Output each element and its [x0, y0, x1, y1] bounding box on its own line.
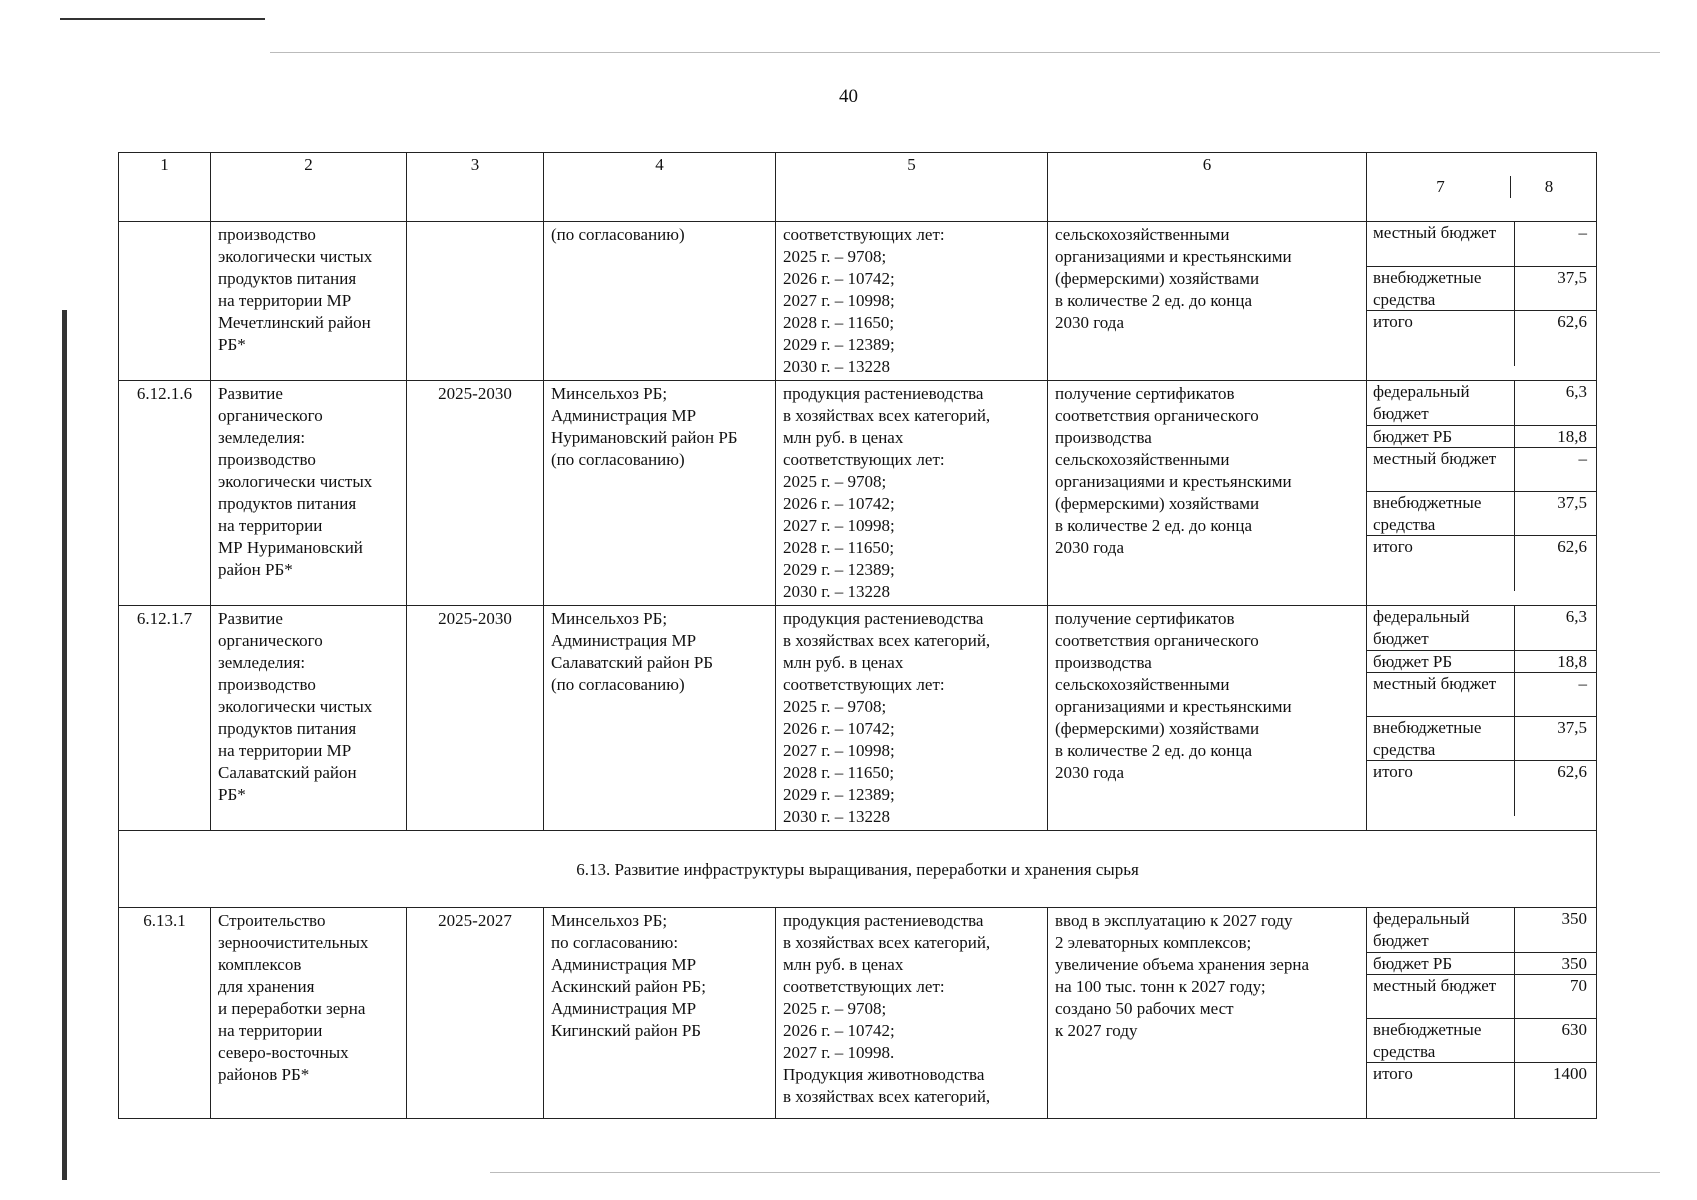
funding-source-row — [1367, 535, 1596, 591]
funding-source-label: итого — [1373, 537, 1413, 556]
funding-source-label: местный бюджет — [1373, 449, 1497, 468]
funding-amount: 62,6 — [1514, 311, 1596, 366]
funding-amount: 350 — [1514, 953, 1596, 975]
funding-source-row — [1367, 381, 1596, 425]
funding-source-label: местный бюджет — [1373, 223, 1497, 242]
target-indicator: продукция растениеводства в хозяйствах всех категорий, млн руб. в ценах соответствующих лет: 2025 г. – 9708; 2026 г. – 10742; 2027 г. – 10998; 2028 г. – 11650; 2029 г. – 12389; 2030 г. – 13228 — [776, 381, 1048, 606]
funding-amount: 18,8 — [1514, 651, 1596, 673]
funding-amount: – — [1514, 448, 1596, 491]
funding-source-label: бюджет РБ — [1373, 427, 1453, 446]
funding-sources — [1367, 908, 1597, 1119]
column-number-pair — [1367, 153, 1597, 222]
expected-result: сельскохозяйственными организациями и крестьянскими (фермерскими) хозяйствами в количестве 2 ед. до конца 2030 года — [1048, 222, 1367, 381]
funding-amount: 70 — [1514, 975, 1596, 1018]
funding-amount: 630 — [1514, 1019, 1596, 1063]
column-number: 7 — [1436, 177, 1445, 196]
funding-amount: 37,5 — [1514, 267, 1596, 311]
measure-name: производство экологически чистых продуктов питания на территории МР Мечетлинский район РБ* — [211, 222, 407, 381]
measure-name: Строительство зерноочистительных комплексов для хранения и переработки зерна на территории северо-восточных районов РБ* — [211, 908, 407, 1119]
column-number: 2 — [211, 153, 407, 222]
funding-source-label: федеральный бюджет — [1373, 607, 1470, 648]
funding-source-label: итого — [1373, 762, 1413, 781]
funding-source-label: внебюджетные средства — [1373, 493, 1482, 534]
responsible-executor: Минсельхоз РБ; по согласованию: Администрация МР Аскинский район РБ; Администрация МР Кигинский район РБ — [544, 908, 776, 1119]
funding-source-label: итого — [1373, 1064, 1413, 1083]
funding-source-row — [1367, 1018, 1596, 1062]
page-number: 40 — [839, 86, 858, 107]
scan-mark-top-rule — [270, 52, 1660, 53]
implementation-period: 2025-2027 — [407, 908, 544, 1119]
implementation-period: 2025-2030 — [407, 381, 544, 606]
table-row — [119, 381, 1597, 606]
column-number: 1 — [119, 153, 211, 222]
funding-source-row — [1367, 266, 1596, 310]
funding-source-label: внебюджетные средства — [1373, 718, 1482, 759]
funding-amount: 37,5 — [1514, 492, 1596, 536]
funding-source-row — [1367, 952, 1596, 974]
column-number: 8 — [1510, 176, 1592, 198]
column-number: 6 — [1048, 153, 1367, 222]
column-number-row — [119, 153, 1597, 222]
responsible-executor: Минсельхоз РБ; Администрация МР Нуримановский район РБ (по согласованию) — [544, 381, 776, 606]
funding-source-row — [1367, 760, 1596, 816]
funding-source-label: итого — [1373, 312, 1413, 331]
funding-amount: 18,8 — [1514, 426, 1596, 448]
funding-source-label: внебюджетные средства — [1373, 1020, 1482, 1061]
funding-amount: – — [1514, 222, 1596, 266]
funding-amount: 62,6 — [1514, 536, 1596, 591]
funding-source-label: бюджет РБ — [1373, 652, 1453, 671]
measure-number — [119, 222, 211, 381]
responsible-executor: (по согласованию) — [544, 222, 776, 381]
scan-mark-top — [60, 18, 265, 20]
funding-source-label: местный бюджет — [1373, 674, 1497, 693]
funding-source-row — [1367, 491, 1596, 535]
funding-source-row — [1367, 908, 1596, 952]
measure-name: Развитие органического земледелия: производство экологически чистых продуктов питания на территории МР Салаватский район РБ* — [211, 606, 407, 831]
funding-source-row — [1367, 425, 1596, 447]
funding-source-label: федеральный бюджет — [1373, 382, 1470, 423]
funding-amount: 6,3 — [1514, 381, 1596, 425]
funding-source-row — [1367, 716, 1596, 760]
section-heading-row — [119, 831, 1597, 908]
column-number: 5 — [776, 153, 1048, 222]
funding-source-row — [1367, 447, 1596, 491]
program-table — [118, 152, 1597, 1119]
funding-amount: 1400 — [1514, 1063, 1596, 1118]
table-row — [119, 908, 1597, 1119]
funding-source-row — [1367, 222, 1596, 266]
target-indicator: продукция растениеводства в хозяйствах всех категорий, млн руб. в ценах соответствующих лет: 2025 г. – 9708; 2026 г. – 10742; 2027 г. – 10998; 2028 г. – 11650; 2029 г. – 12389; 2030 г. – 13228 — [776, 606, 1048, 831]
target-indicator: продукция растениеводства в хозяйствах всех категорий, млн руб. в ценах соответствующих лет: 2025 г. – 9708; 2026 г. – 10742; 2027 г. – 10998. Продукция животноводства в хозяйствах всех категорий, — [776, 908, 1048, 1119]
section-title: 6.13. Развитие инфраструктуры выращивания, переработки и хранения сырья — [119, 831, 1597, 908]
funding-amount: – — [1514, 673, 1596, 716]
funding-source-label: внебюджетные средства — [1373, 268, 1482, 309]
funding-amount: 62,6 — [1514, 761, 1596, 816]
scan-mark-bottom — [490, 1172, 1660, 1173]
funding-source-label: местный бюджет — [1373, 976, 1497, 995]
funding-source-row — [1367, 974, 1596, 1018]
funding-source-label: федеральный бюджет — [1373, 909, 1470, 950]
measure-number: 6.12.1.7 — [119, 606, 211, 831]
funding-source-row — [1367, 310, 1596, 366]
scan-mark-left — [62, 310, 67, 1180]
measure-number: 6.13.1 — [119, 908, 211, 1119]
funding-source-row — [1367, 606, 1596, 650]
funding-source-row — [1367, 672, 1596, 716]
expected-result: получение сертификатов соответствия органического производства сельскохозяйственными организациями и крестьянскими (фермерскими) хозяйствами в количестве 2 ед. до конца 2030 года — [1048, 381, 1367, 606]
funding-sources — [1367, 606, 1597, 831]
column-number: 3 — [407, 153, 544, 222]
target-indicator: соответствующих лет: 2025 г. – 9708; 2026 г. – 10742; 2027 г. – 10998; 2028 г. – 11650; 2029 г. – 12389; 2030 г. – 13228 — [776, 222, 1048, 381]
funding-source-label: бюджет РБ — [1373, 954, 1453, 973]
column-number: 4 — [544, 153, 776, 222]
funding-amount: 350 — [1514, 908, 1596, 952]
funding-amount: 37,5 — [1514, 717, 1596, 761]
funding-source-row — [1367, 1062, 1596, 1118]
table-row — [119, 606, 1597, 831]
implementation-period: 2025-2030 — [407, 606, 544, 831]
table-row — [119, 222, 1597, 381]
measure-name: Развитие органического земледелия: производство экологически чистых продуктов питания на территории МР Нуримановский район РБ* — [211, 381, 407, 606]
expected-result: ввод в эксплуатацию к 2027 году 2 элеваторных комплексов; увеличение объема хранения зерна на 100 тыс. тонн к 2027 году; создано 50 рабочих мест к 2027 году — [1048, 908, 1367, 1119]
funding-sources — [1367, 381, 1597, 606]
measure-number: 6.12.1.6 — [119, 381, 211, 606]
funding-amount: 6,3 — [1514, 606, 1596, 650]
implementation-period — [407, 222, 544, 381]
responsible-executor: Минсельхоз РБ; Администрация МР Салаватский район РБ (по согласованию) — [544, 606, 776, 831]
expected-result: получение сертификатов соответствия органического производства сельскохозяйственными организациями и крестьянскими (фермерскими) хозяйствами в количестве 2 ед. до конца 2030 года — [1048, 606, 1367, 831]
funding-sources — [1367, 222, 1597, 381]
funding-source-row — [1367, 650, 1596, 672]
